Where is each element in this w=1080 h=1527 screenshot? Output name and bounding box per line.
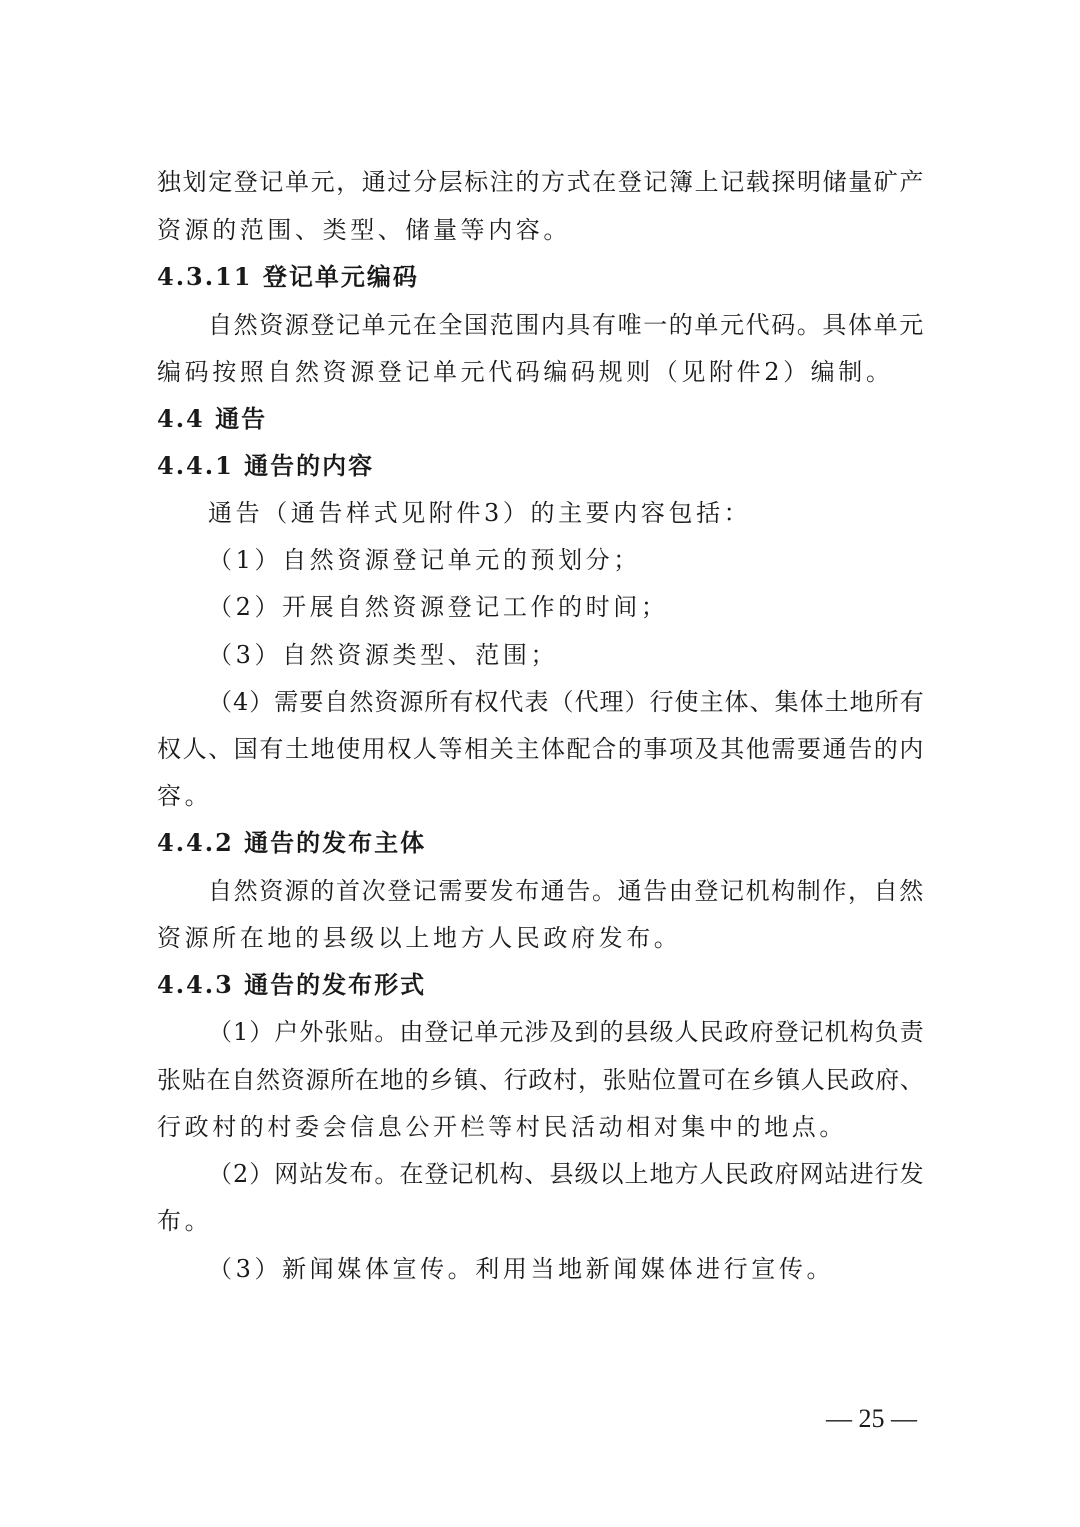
body-text-line: 资源的范围、类型、储量等内容。 [157, 216, 571, 244]
section-heading-4-4-2: 4.4.2 通告的发布主体 [157, 828, 427, 857]
list-item: （3）自然资源类型、范围； [208, 641, 559, 669]
list-item: （2）网站发布。在登记机构、县级以上地方人民政府网站进行发 [208, 1160, 925, 1188]
body-text-line: 容。 [157, 782, 213, 810]
list-item: （4）需要自然资源所有权代表（代理）行使主体、集体土地所有 [208, 688, 925, 716]
section-heading-4-4-3: 4.4.3 通告的发布形式 [157, 970, 427, 999]
body-text-line: 权人、国有土地使用权人等相关主体配合的事项及其他需要通告的内 [157, 735, 925, 763]
body-text-line: 资源所在地的县级以上地方人民政府发布。 [157, 924, 682, 952]
body-text-line: 通告（通告样式见附件3）的主要内容包括： [208, 499, 752, 527]
body-text-line: 编码按照自然资源登记单元代码编码规则（见附件2）编制。 [157, 358, 894, 386]
body-text-line: 自然资源登记单元在全国范围内具有唯一的单元代码。具体单元 [208, 311, 925, 339]
list-item: （1）自然资源登记单元的预划分； [208, 546, 641, 574]
body-text-line: 布。 [157, 1207, 213, 1235]
body-text-line: 自然资源的首次登记需要发布通告。通告由登记机构制作，自然 [208, 877, 925, 905]
body-text-line: 张贴在自然资源所在地的乡镇、行政村，张贴位置可在乡镇人民政府、 [157, 1066, 925, 1094]
list-item: （2）开展自然资源登记工作的时间； [208, 593, 669, 621]
section-heading-4-4-1: 4.4.1 通告的内容 [157, 451, 375, 480]
list-item: （3）新闻媒体宣传。利用当地新闻媒体进行宣传。 [208, 1255, 835, 1283]
body-text-line: 行政村的村委会信息公开栏等村民活动相对集中的地点。 [157, 1113, 847, 1141]
body-text-line: 独划定登记单元，通过分层标注的方式在登记簿上记载探明储量矿产 [157, 168, 925, 196]
section-heading-4-4: 4.4 通告 [157, 404, 268, 433]
page-number: — 25 — [826, 1404, 917, 1433]
section-heading-4-3-11: 4.3.11 登记单元编码 [157, 262, 419, 291]
list-item: （1）户外张贴。由登记单元涉及到的县级人民政府登记机构负责 [208, 1018, 925, 1046]
